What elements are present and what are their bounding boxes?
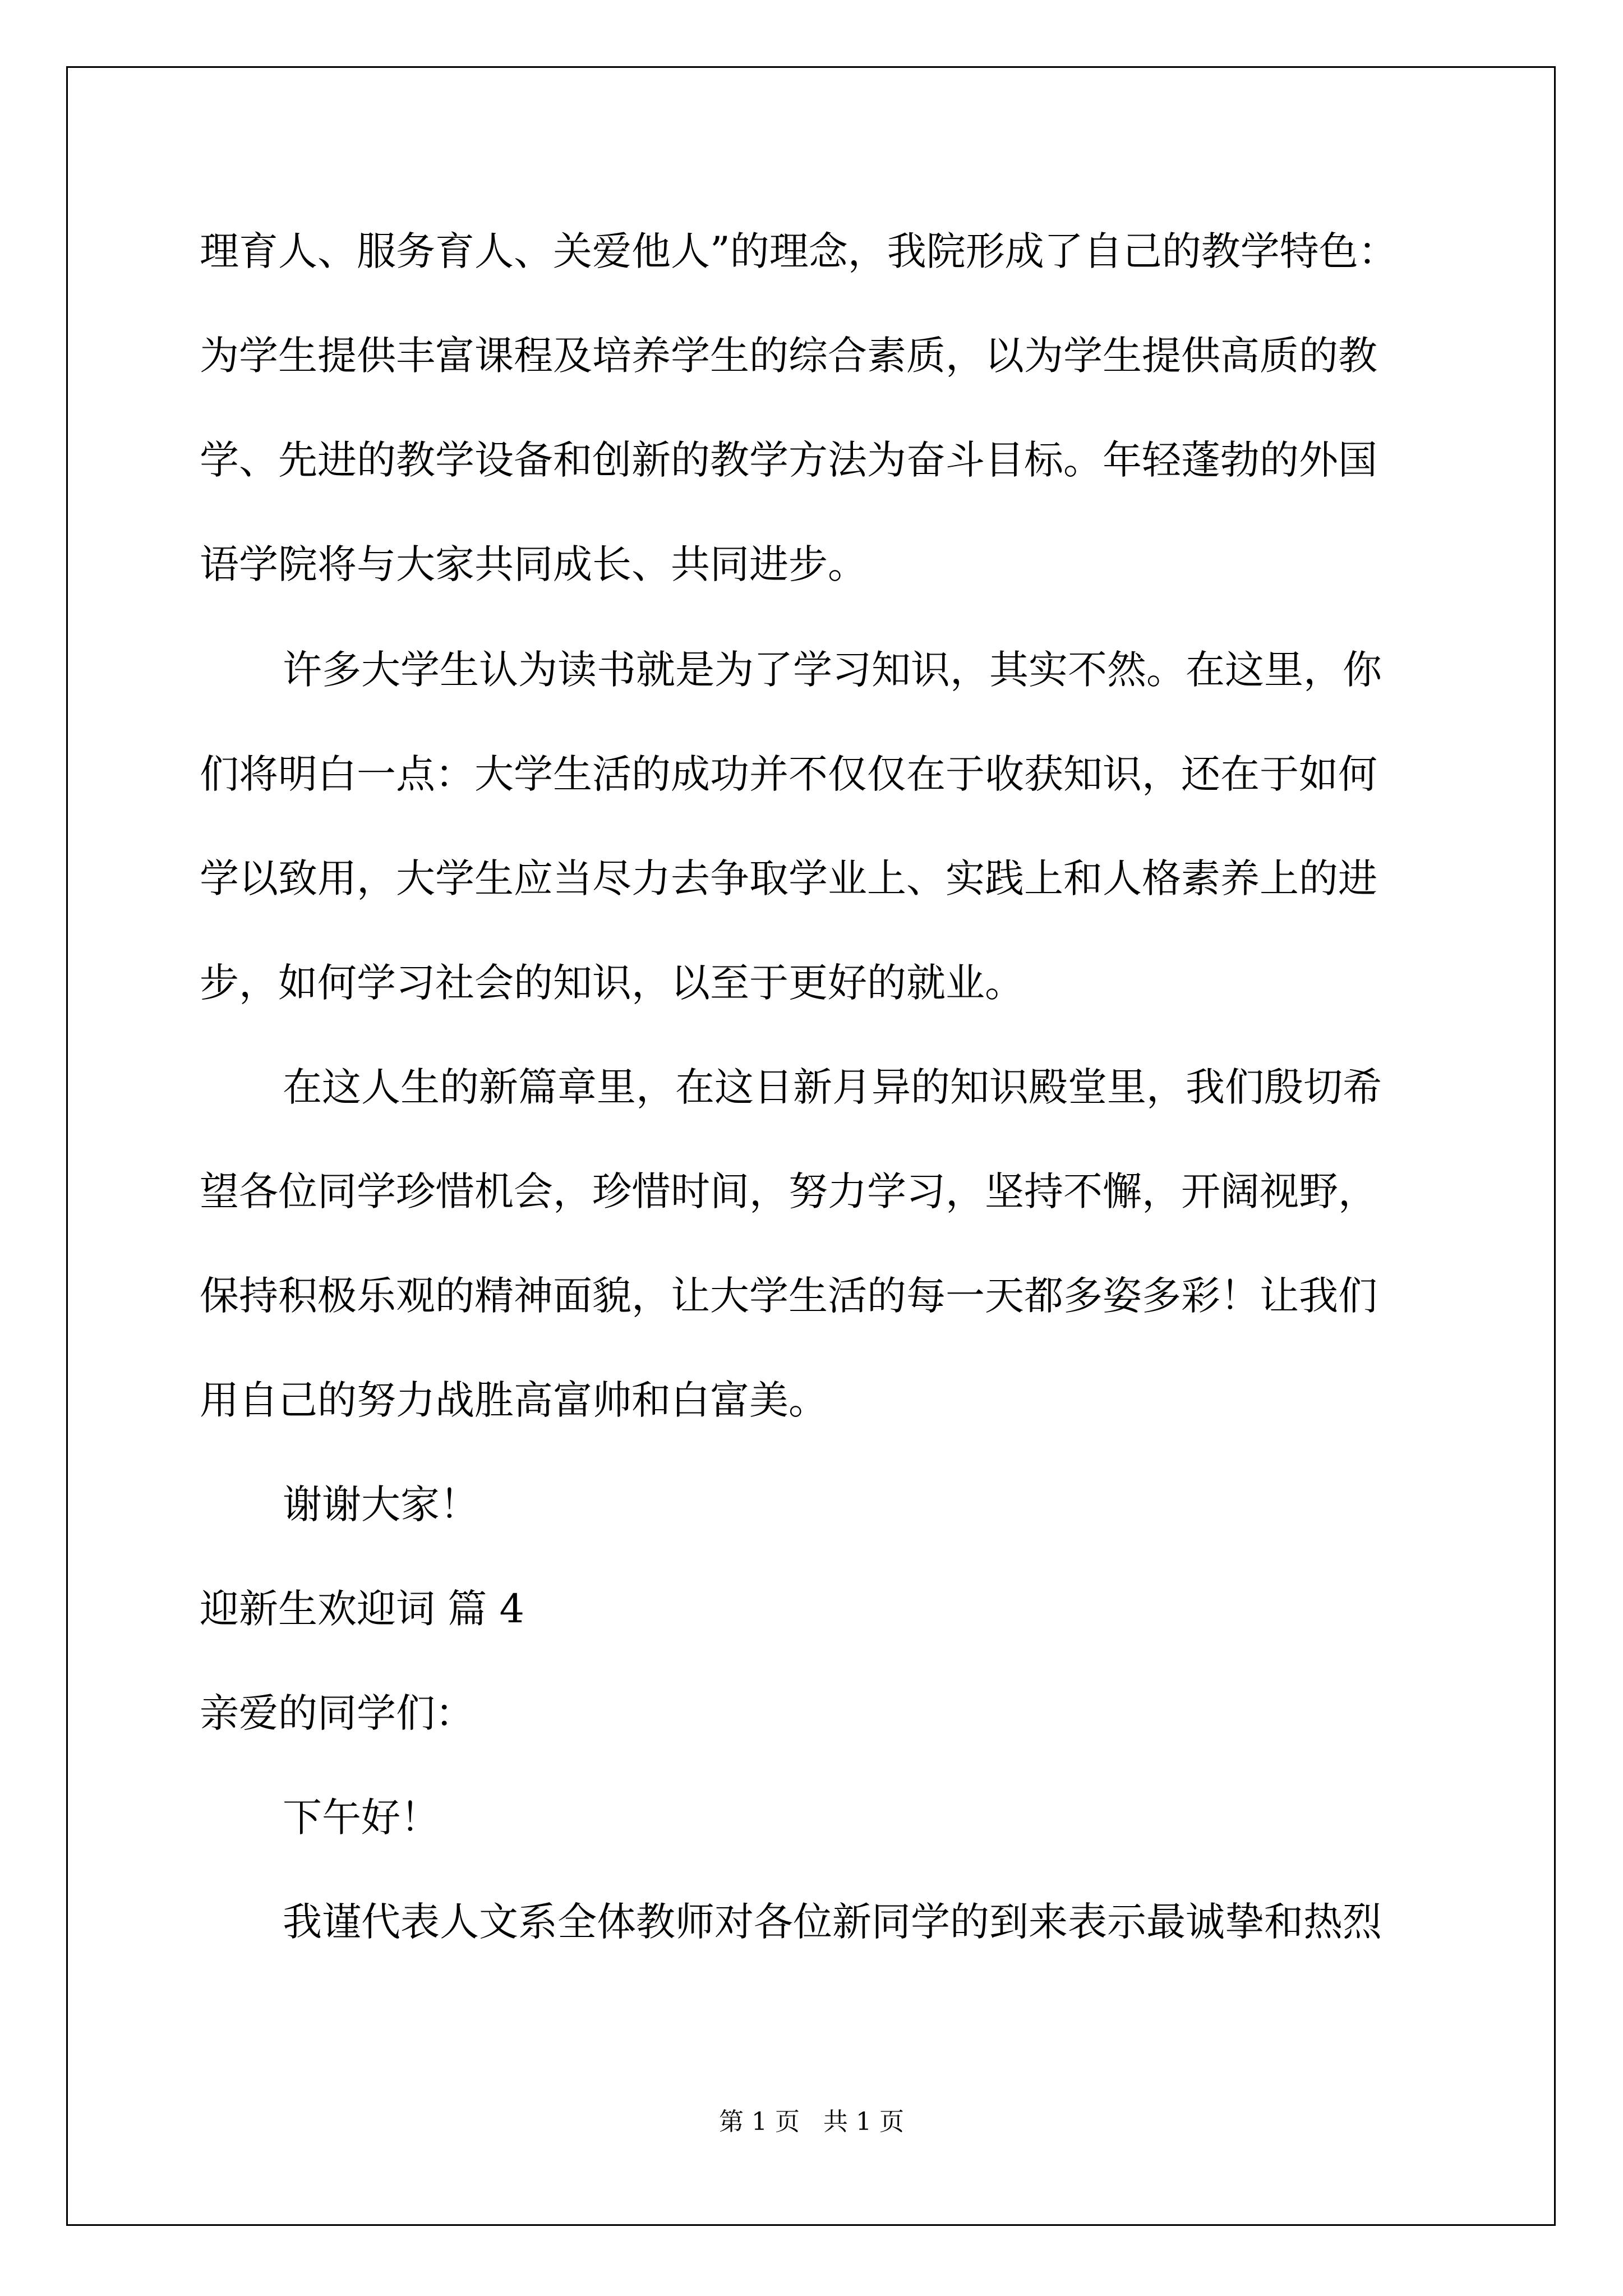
text-line: 们将明白一点：大学生活的成功并不仅仅在于收获知识，还在于如何 (200, 751, 1377, 797)
greeting: 下午好！ (283, 1795, 440, 1841)
paragraph-start: 我谨代表人文系全体教师对各位新同学的到来表示最诚挚和热烈 (283, 1899, 1382, 1945)
text-line: 理育人、服务育人、关爱他人”的理念，我院形成了自己的教学特色： (200, 228, 1398, 274)
text-line: 学、先进的教学设备和创新的教学方法为奋斗目标。年轻蓬勃的外国 (200, 437, 1377, 483)
closing-thanks: 谢谢大家！ (283, 1481, 479, 1527)
text-line: 为学生提供丰富课程及培养学生的综合素质，以为学生提供高质的教 (200, 333, 1377, 379)
paragraph-start: 在这人生的新篇章里，在这日新月异的知识殿堂里，我们殷切希 (283, 1064, 1382, 1110)
paragraph-start: 许多大学生认为读书就是为了学习知识，其实不然。在这里，你 (283, 647, 1382, 693)
text-line: 保持积极乐观的精神面貌，让大学生活的每一天都多姿多彩！让我们 (200, 1273, 1377, 1319)
page-footer: 第 1 页 共 1 页 (719, 2108, 904, 2136)
text-line: 语学院将与大家共同成长、共同进步。 (200, 541, 867, 587)
text-line: 步，如何学习社会的知识，以至于更好的就业。 (200, 960, 1024, 1006)
text-line: 望各位同学珍惜机会，珍惜时间，努力学习，坚持不懈，开阔视野， (200, 1168, 1377, 1214)
section-heading: 迎新生欢迎词 篇 4 (200, 1586, 525, 1632)
text-line: 学以致用，大学生应当尽力去争取学业上、实践上和人格素养上的进 (200, 855, 1377, 901)
text-line: 用自己的努力战胜高富帅和白富美。 (200, 1377, 828, 1423)
salutation: 亲爱的同学们： (200, 1690, 474, 1736)
